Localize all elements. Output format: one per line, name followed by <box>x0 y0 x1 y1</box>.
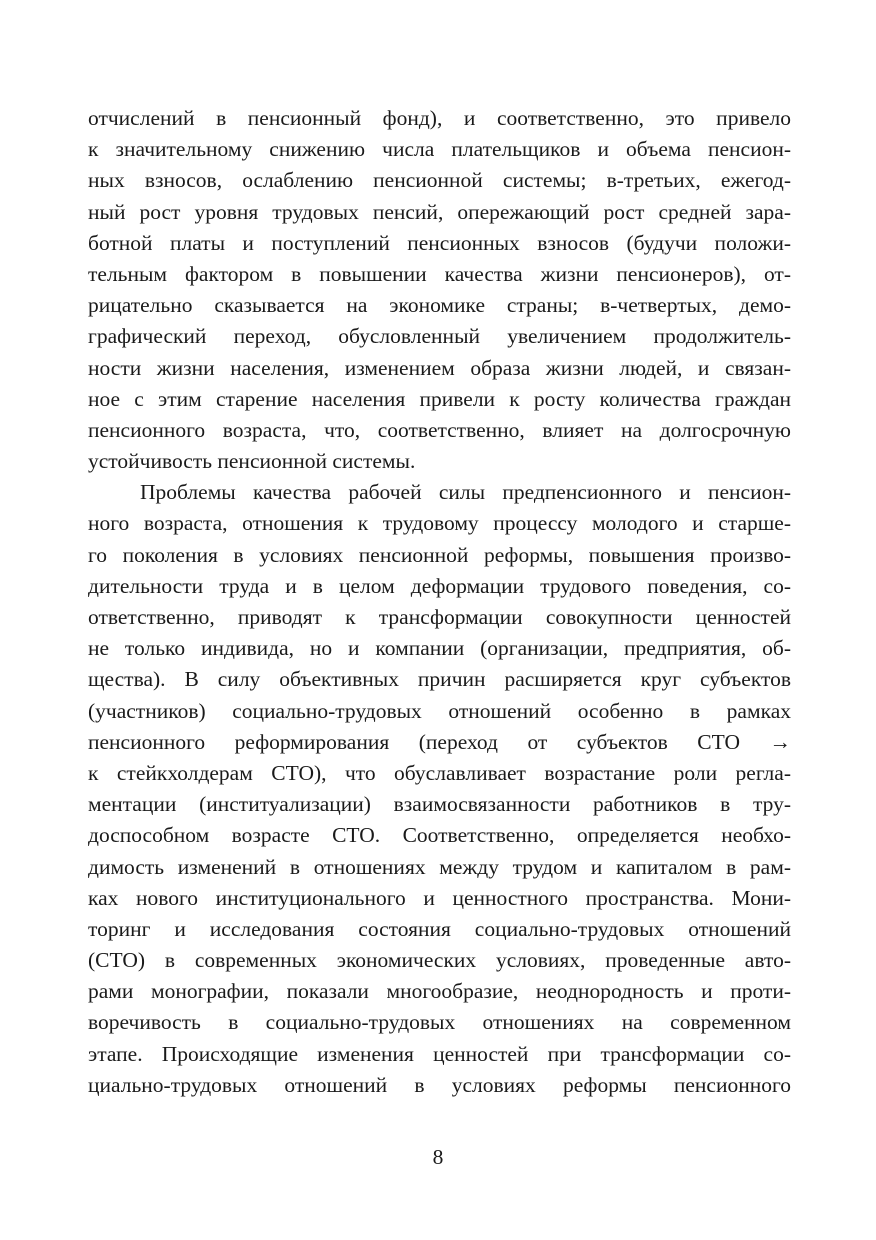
text-line: (СТО) в современных экономических условиях, проведенные авто- <box>88 948 791 973</box>
text-line: к стейкхолдерам СТО), что обуславливает возрастание роли регла- <box>88 760 791 785</box>
text-line: циально-трудовых отношений в условиях реформы пенсионного <box>88 1072 791 1097</box>
paragraph-2 <box>88 477 791 1101</box>
page-number: 8 <box>432 1145 444 1169</box>
text-line: Проблемы качества рабочей силы предпенсионного и пенсион- <box>140 480 791 505</box>
text-line: го поколения в условиях пенсионной реформы, повышения произво- <box>88 542 791 567</box>
text-line: (участников) социально-трудовых отношений особенно в рамках <box>88 698 791 723</box>
text-line: устойчивость пенсионной системы. <box>88 449 416 474</box>
text-line: ках нового институционального и ценностного пространства. Мони- <box>88 885 791 910</box>
text-line: дительности труда и в целом деформации трудового поведения, со- <box>88 573 791 598</box>
text-line: ботной платы и поступлений пенсионных взносов (будучи положи- <box>88 230 791 255</box>
text-line: отчислений в пенсионный фонд), и соответственно, это привело <box>88 106 791 130</box>
text-line: воречивость в социально-трудовых отношениях на современном <box>88 1010 791 1035</box>
text-line: пенсионного реформирования (переход от субъектов СТО → <box>88 729 791 754</box>
text-line: доспособном возрасте СТО. Соответственно, определяется необхо- <box>88 823 791 848</box>
text-line: ности жизни населения, изменением образа жизни людей, и связан- <box>88 355 791 380</box>
text-line: ных взносов, ослаблению пенсионной системы; в-третьих, ежегод- <box>88 168 791 193</box>
text-line: к значительному снижению числа плательщиков и объема пенсион- <box>88 137 791 162</box>
text-line: рами монографии, показали многообразие, неоднородность и проти- <box>88 979 791 1004</box>
text-line: рицательно сказывается на экономике страны; в-четвертых, демо- <box>88 293 791 318</box>
text-line: пенсионного возраста, что, соответственно, влияет на долгосрочную <box>88 417 791 442</box>
text-line: ный рост уровня трудовых пенсий, опережающий рост средней зара- <box>88 199 791 224</box>
text-line: не только индивида, но и компании (организации, предприятия, об- <box>88 636 791 661</box>
text-line: торинг и исследования состояния социально-трудовых отношений <box>88 916 791 941</box>
text-line: ное с этим старение населения привели к росту количества граждан <box>88 386 791 411</box>
body-text <box>88 103 791 1101</box>
text-line: графический переход, обусловленный увеличением продолжитель- <box>88 324 791 349</box>
text-line: щества). В силу объективных причин расширяется круг субъектов <box>88 667 791 692</box>
text-line: ного возраста, отношения к трудовому процессу молодого и старше- <box>88 511 791 536</box>
text-line: ментации (институализации) взаимосвязанности работников в тру- <box>88 792 791 817</box>
text-line: димость изменений в отношениях между трудом и капиталом в рам- <box>88 854 791 879</box>
text-line: ответственно, приводят к трансформации совокупности ценностей <box>88 605 791 629</box>
paragraph-1 <box>88 103 791 477</box>
text-line: этапе. Происходящие изменения ценностей при трансформации со- <box>88 1041 791 1066</box>
text-line: тельным фактором в повышении качества жизни пенсионеров), от- <box>88 261 791 286</box>
